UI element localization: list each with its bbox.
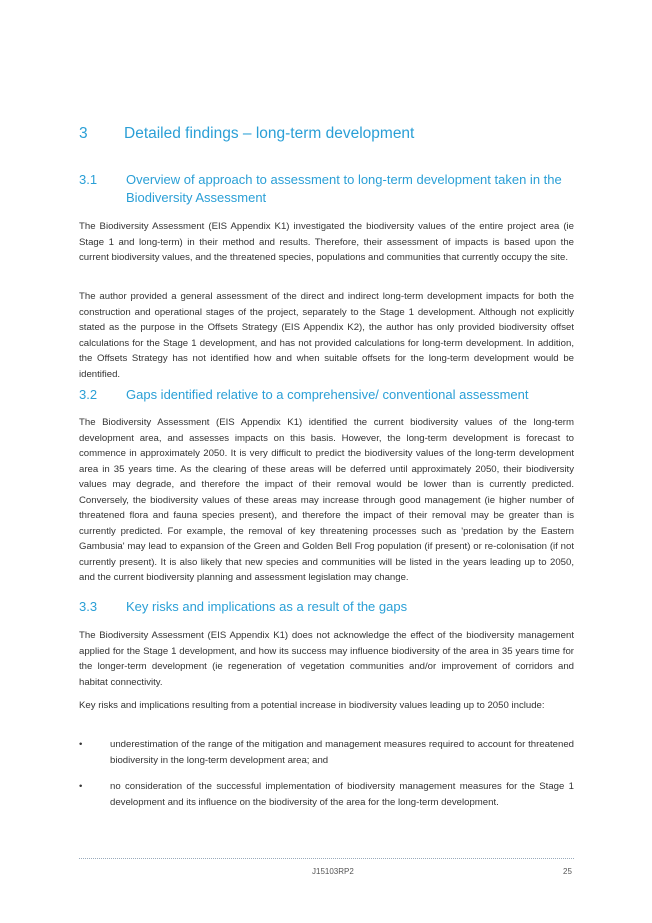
list-item xyxy=(79,737,574,768)
page-number: 25 xyxy=(563,867,572,876)
paragraph: The Biodiversity Assessment (EIS Appendix K1) does not acknowledge the effect of the biodiversity management applied for the Stage 1 development, and how its success may influence biodiversity of the area in 35 years time for the longer-term development (ie regeneration of vegetation communities and/or improvement of corridors and habitat connectivity. xyxy=(79,630,574,688)
section-title: Key risks and implications as a result of the gaps xyxy=(126,599,408,614)
list-item xyxy=(79,779,574,810)
document-reference: J15103RP2 xyxy=(312,867,354,876)
section-3-3-heading xyxy=(79,598,579,616)
section-number: 3 xyxy=(79,125,88,142)
footer-divider xyxy=(79,858,574,859)
paragraph: The Biodiversity Assessment (EIS Appendix K1) investigated the biodiversity values of the entire project area (ie Stage 1 and long-term) in their method and results. Therefore, their assessment of impacts is based upon the current biodiversity values, and the threatened species, populations and communities that currently occupy the site. xyxy=(79,221,574,263)
bullet-icon: • xyxy=(79,739,83,750)
section-number: 3.2 xyxy=(79,387,98,402)
section-title: Gaps identified relative to a comprehensive/ conventional assessment xyxy=(126,387,529,402)
paragraph: Key risks and implications resulting from a potential increase in biodiversity values leading up to 2050 include: xyxy=(79,700,545,711)
section-number: 3.3 xyxy=(79,599,98,614)
section-3-1-heading xyxy=(79,171,579,207)
paragraph: The author provided a general assessment of the direct and indirect long-term development impacts for both the construction and operational stages of the project, separately to the Stage 1 development. Although not explicitly stated as the purpose in the Offsets Strategy (EIS Appendix K2), the author has only provided biodiversity offset calculations for the Stage 1 development, and has not provided calculations for long-term development. In addition, the Offsets Strategy has not identified how and when suitable offsets for the long-term development would be identified. xyxy=(79,291,574,380)
section-title: Overview of approach to assessment to long-term development taken in the Biodiversity Assessment xyxy=(126,172,562,205)
section-3-heading xyxy=(79,125,579,143)
list-item-text: no consideration of the successful implementation of biodiversity management measures for the Stage 1 development and its influence on the biodiversity of the area for the long-term development. xyxy=(110,781,574,808)
paragraph: The Biodiversity Assessment (EIS Appendix K1) identified the current biodiversity values of the long-term development area, and assesses impacts on this basis. However, the long-term development is forecast to commence in approximately 2050. It is very difficult to predict the biodiversity values of the long-term development area in 35 years time. As the clearing of these areas will be deferred until approximately 2050, their biodiversity values may degrade, and therefore the impact of their removal would be lower than is currently predicted. Conversely, the biodiversity values of these areas may increase through good management (ie higher number of threatened flora and fauna species present), and therefore the impact of their removal may be greater than is currently predicted. For example, the removal of key threatening processes such as 'predation by the Eastern Gambusia' may lead to expansion of the Green and Golden Bell Frog population (if present) or re-colonisation (if not currently present). It is also likely that new species and communities will be listed in the years leading up to 2050, and the current biodiversity planning and assessment legislation may change. xyxy=(79,417,574,583)
section-number: 3.1 xyxy=(79,172,98,187)
bullet-icon: • xyxy=(79,781,83,792)
section-title: Detailed findings – long-term development xyxy=(124,125,415,142)
section-3-2-heading xyxy=(79,386,579,404)
list-item-text: underestimation of the range of the mitigation and management measures required to account for threatened biodiversity in the long-term development area; and xyxy=(110,739,574,766)
